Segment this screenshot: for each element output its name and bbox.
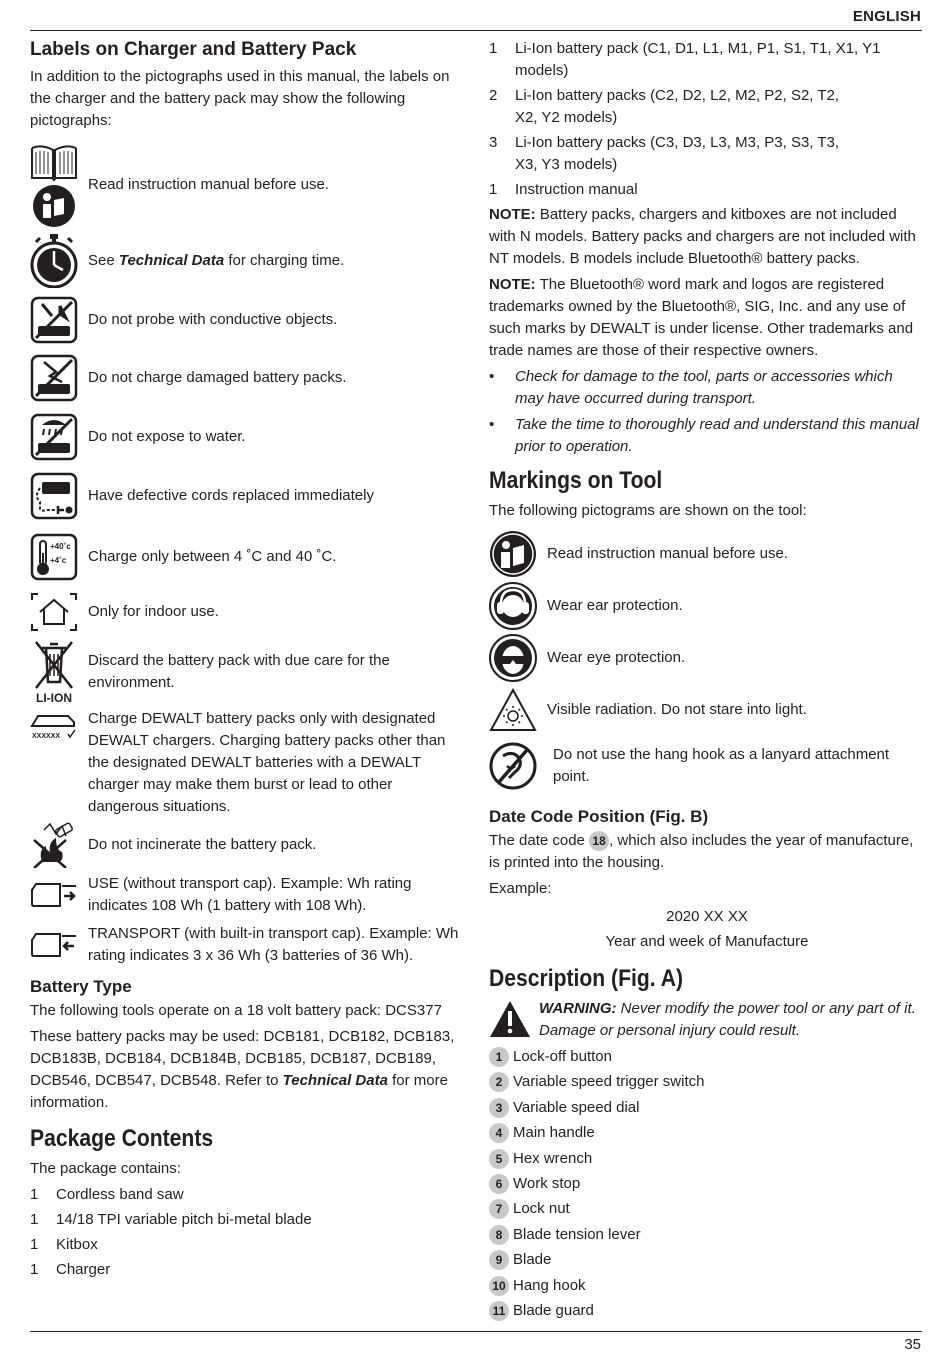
list-item <box>489 1275 925 1297</box>
date-code-example-value: 2020 XX XX <box>666 908 748 925</box>
pictograph-battery-transport <box>30 920 460 970</box>
pictograph-temperature <box>30 526 460 588</box>
pictograph-text-prefix: See <box>88 252 119 269</box>
list-item <box>30 1184 460 1206</box>
marking-text: Visible radiation. Do not stare into light. <box>547 701 807 718</box>
item-quantity: 1 <box>30 1186 39 1203</box>
battery-type-packs <box>30 1026 460 1114</box>
pictograph-no-water <box>30 408 460 466</box>
pictograph-battery-use <box>30 870 460 920</box>
list-item <box>489 38 925 82</box>
pictograph-discard <box>30 636 460 708</box>
pictograph-text: Read instruction manual before use. <box>88 176 329 193</box>
list-item <box>489 179 925 201</box>
markings-intro: The following pictograms are shown on the tool: <box>489 502 807 519</box>
note-models <box>489 204 925 270</box>
item-text: Instruction manual <box>515 181 638 198</box>
bullet-marker: • <box>489 416 495 433</box>
read-manual-icon <box>489 530 539 578</box>
list-item <box>489 1097 925 1119</box>
bullet-marker: • <box>489 368 495 385</box>
part-number-badge: 3 <box>489 1098 509 1118</box>
pictograph-defective-cord <box>30 466 460 526</box>
list-item <box>489 1249 925 1271</box>
crossed-bin-icon <box>30 638 80 706</box>
technical-data-reference: Technical Data <box>118 252 225 269</box>
pictograph-text: Have defective cords replaced immediately <box>88 487 374 504</box>
no-lanyard-icon <box>489 742 539 790</box>
reference-badge: 18 <box>589 831 609 851</box>
list-item <box>489 132 925 176</box>
item-quantity: 1 <box>30 1211 39 1228</box>
markings-title: Markings on Tool <box>489 467 663 494</box>
pictograph-designated-charger <box>30 708 460 820</box>
pictograph-text: Do not probe with conductive objects. <box>88 311 338 328</box>
item-quantity: 1 <box>489 40 498 57</box>
item-quantity: 1 <box>30 1236 39 1253</box>
part-name: Variable speed dial <box>513 1098 640 1116</box>
marking-text: Wear ear protection. <box>547 597 683 614</box>
list-item <box>489 1198 925 1220</box>
thermometer-min-label: +4˚c <box>50 556 67 565</box>
pictograph-text: USE (without transport cap). Example: Wh rating indicates 108 Wh (1 battery with 108 Wh). <box>88 875 412 914</box>
note-trademarks <box>489 274 925 362</box>
pictograph-text-suffix: for charging time. <box>224 252 345 269</box>
radiation-warning-icon <box>489 688 539 732</box>
part-name: Main handle <box>513 1124 595 1142</box>
labels-section-intro: In addition to the pictographs used in this manual, the labels on the charger and the battery pack may show the following pictographs: <box>30 68 450 129</box>
ear-protection-icon <box>489 582 539 630</box>
item-text: Charger <box>56 1261 111 1278</box>
bullet-text: Take the time to thoroughly read and understand this manual prior to operation. <box>515 416 919 455</box>
part-number-badge: 10 <box>489 1276 509 1296</box>
no-damaged-battery-icon <box>30 354 80 402</box>
part-name: Blade guard <box>513 1301 594 1319</box>
right-column <box>489 38 925 1325</box>
pictograph-text <box>80 250 344 272</box>
pictograph-no-conductive <box>30 292 460 348</box>
date-code-title: Date Code Position (Fig. B) <box>489 807 709 826</box>
part-number-badge: 2 <box>489 1072 509 1092</box>
battery-packs-list: These battery packs may be used: DCB181, DCB182, DCB183, DCB183B, DCB184, DCB184B, DCB185, DCB187, DCB189, DCB546, DCB547, DCB548. Refer to <box>30 1028 455 1089</box>
part-number-badge: 7 <box>489 1199 509 1219</box>
pictograph-text: Discard the battery pack with due care for the environment. <box>88 652 390 691</box>
item-text: Li-Ion battery packs (C3, D3, L3, M3, P3, S3, T3, X3, Y3 models) <box>515 134 840 173</box>
date-code-prefix: The date code <box>489 832 590 849</box>
part-number-badge: 9 <box>489 1250 509 1270</box>
note-label: NOTE: <box>489 276 536 293</box>
pictograph-read-manual <box>30 140 460 230</box>
note-label: NOTE: <box>489 206 536 223</box>
item-text: Kitbox <box>56 1236 98 1253</box>
item-text: Li-Ion battery packs (C2, D2, L2, M2, P2, S2, T2, X2, Y2 models) <box>515 87 840 126</box>
battery-transport-icon <box>30 930 80 960</box>
stopwatch-icon <box>30 234 80 288</box>
package-contents-list-continued <box>489 38 925 201</box>
part-number-badge: 11 <box>489 1301 509 1321</box>
left-column <box>30 38 460 1284</box>
marking-ear-protection <box>489 580 925 632</box>
battery-packs-suffix: for more information. <box>30 1072 448 1111</box>
pictograph-charging-time <box>30 230 460 292</box>
date-code-suffix: , which also includes the year of manufacture, is printed into the housing. <box>489 832 914 871</box>
warning-label: WARNING: <box>539 1000 617 1017</box>
note-text: The Bluetooth® word mark and logos are registered trademarks owned by the Bluetooth®, SIG, Inc. and any use of such marks by DEWALT is under license. Other trademarks and trade names are those of their respective owners. <box>489 276 914 359</box>
no-water-icon <box>30 413 80 461</box>
no-conductive-objects-icon <box>30 296 80 344</box>
list-item <box>489 1046 925 1068</box>
pictograph-text: Do not expose to water. <box>88 428 246 445</box>
marking-text: Read instruction manual before use. <box>547 545 788 562</box>
date-code-text <box>489 830 925 874</box>
pictograph-text: TRANSPORT (with built-in transport cap). Example: Wh rating indicates 3 x 36 Wh (3 batteries of 36 Wh). <box>88 925 459 964</box>
read-manual-icon <box>30 142 80 228</box>
item-quantity: 3 <box>489 134 498 151</box>
marking-text: Wear eye protection. <box>547 649 686 666</box>
part-number-badge: 1 <box>489 1047 509 1067</box>
part-name: Lock-off button <box>513 1048 612 1065</box>
marking-no-lanyard <box>489 736 925 796</box>
date-code-example-label: Example: <box>489 880 552 897</box>
item-quantity: 1 <box>30 1261 39 1278</box>
list-item <box>489 1173 925 1195</box>
battery-type-title: Battery Type <box>30 977 132 996</box>
item-text: 14/18 TPI variable pitch bi-metal blade <box>56 1211 312 1228</box>
list-item <box>489 1122 925 1144</box>
transport-check-list <box>489 366 925 458</box>
warning-triangle-icon <box>489 998 539 1038</box>
no-incinerate-icon <box>30 822 80 868</box>
description-title: Description (Fig. A) <box>489 965 683 992</box>
warning-text <box>539 998 925 1042</box>
li-ion-label: LI-ION <box>36 691 72 705</box>
item-text: Cordless band saw <box>56 1186 184 1203</box>
thermometer-icon <box>30 533 80 581</box>
package-contents-title: Package Contents <box>30 1125 214 1152</box>
list-item <box>30 1234 460 1256</box>
pictograph-text: Charge only between 4 ˚C and 40 ˚C. <box>88 548 337 565</box>
marking-text: Do not use the hang hook as a lanyard attachment point. <box>553 746 890 785</box>
list-item <box>489 414 925 458</box>
pictograph-text: Do not charge damaged battery packs. <box>88 369 347 386</box>
pictograph-indoor <box>30 588 460 636</box>
item-quantity: 2 <box>489 87 498 104</box>
note-text: Battery packs, chargers and kitboxes are not included with N models. Battery packs and chargers are not included with NT models. B models include Bluetooth® battery packs. <box>489 206 916 267</box>
eye-protection-icon <box>489 634 539 682</box>
list-item <box>489 1224 925 1246</box>
pictograph-no-incinerate <box>30 820 460 870</box>
page-number: 35 <box>904 1336 921 1353</box>
pictograph-text: Do not incinerate the battery pack. <box>88 836 317 853</box>
designated-charger-icon <box>30 708 80 742</box>
list-item <box>30 1209 460 1231</box>
footer-rule <box>30 1331 922 1332</box>
part-number-badge: 4 <box>489 1123 509 1143</box>
header-rule <box>30 30 922 31</box>
list-item <box>489 1300 925 1322</box>
list-item <box>489 366 925 410</box>
pictograph-no-damaged <box>30 348 460 408</box>
thermometer-max-label: +40˚c <box>50 542 71 551</box>
model-placeholder-label: XXXXXX <box>32 733 61 740</box>
list-item <box>489 1148 925 1170</box>
indoor-house-icon <box>30 592 80 632</box>
date-code-example-caption: Year and week of Manufacture <box>605 933 809 950</box>
marking-read-manual <box>489 528 925 580</box>
list-item <box>489 1071 925 1093</box>
warning-body: Never modify the power tool or any part of it. Damage or personal injury could result. <box>539 1000 916 1039</box>
list-item <box>30 1259 460 1281</box>
defective-cord-icon <box>30 472 80 520</box>
part-number-badge: 8 <box>489 1225 509 1245</box>
labels-section-title: Labels on Charger and Battery Pack <box>30 39 357 60</box>
package-contents-list <box>30 1184 460 1281</box>
part-name: Blade tension lever <box>513 1225 641 1243</box>
header-language: ENGLISH <box>852 8 921 25</box>
marking-eye-protection <box>489 632 925 684</box>
marking-radiation <box>489 684 925 736</box>
pictograph-text: Charge DEWALT battery packs only with designated DEWALT chargers. Charging battery packs other than the designated DEWALT batteries with a DEWALT charger may make them burst or lead to other dangerous situations. <box>88 710 446 815</box>
warning-block <box>489 998 925 1042</box>
part-name: Blade <box>513 1251 552 1269</box>
part-name: Variable speed trigger switch <box>513 1073 705 1091</box>
part-number-badge: 6 <box>489 1174 509 1194</box>
part-number-badge: 5 <box>489 1149 509 1169</box>
part-name: Hang hook <box>513 1276 586 1294</box>
list-item <box>489 85 925 129</box>
item-text: Li-Ion battery pack (C1, D1, L1, M1, P1, S1, T1, X1, Y1 models) <box>515 40 881 79</box>
part-name: Work stop <box>513 1174 581 1192</box>
pictograph-text: Only for indoor use. <box>88 603 219 620</box>
item-quantity: 1 <box>489 181 498 198</box>
part-name: Hex wrench <box>513 1149 593 1167</box>
description-parts-list <box>489 1046 925 1322</box>
technical-data-reference: Technical Data <box>282 1072 388 1089</box>
battery-use-icon <box>30 880 80 910</box>
battery-type-tools: The following tools operate on a 18 volt battery pack: DCS377 <box>30 1002 442 1019</box>
part-name: Lock nut <box>513 1200 570 1218</box>
package-contents-intro: The package contains: <box>30 1160 181 1177</box>
bullet-text: Check for damage to the tool, parts or accessories which may have occurred during transport. <box>515 368 893 407</box>
